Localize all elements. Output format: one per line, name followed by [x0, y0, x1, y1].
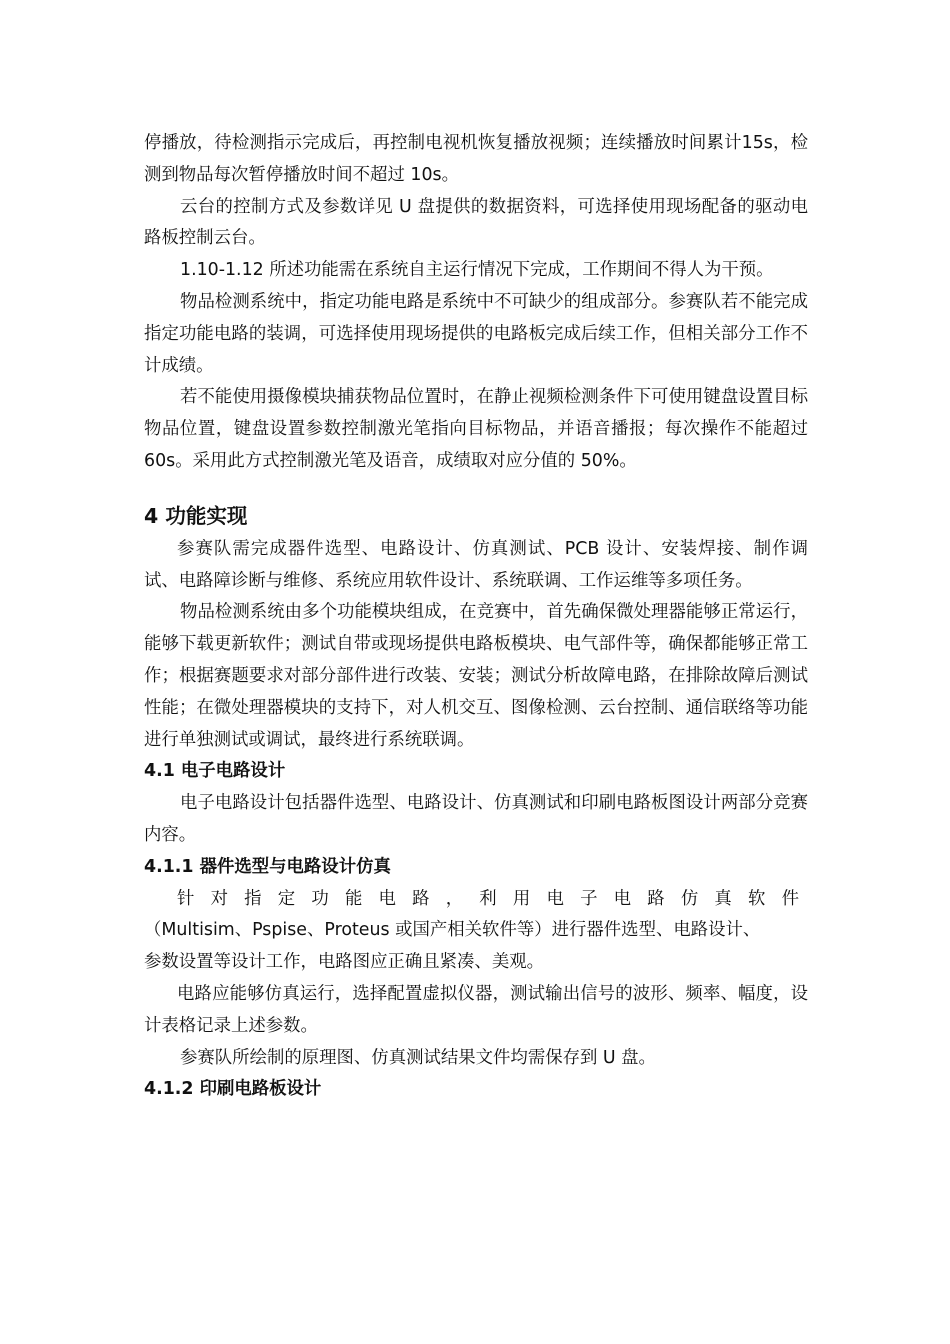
paragraph-autonomous-operation: 1.10-1.12 所述功能需在系统自主运行情况下完成，工作期间不得人为干预。 [180, 260, 774, 281]
paragraph-save-to-usb: 参赛队所绘制的原理图、仿真测试结果文件均需保存到 U 盘。 [180, 1047, 656, 1068]
paragraph-simulation-line1: 针对指定功能电路，利用电子电路仿真软件 [177, 888, 808, 909]
paragraph-keyboard-fallback: 若不能使用摄像模块捕获物品位置时，在静止视频检测条件下可使用键盘设置目标物品位置，键盘设置参数控制激光笔指向目标物品，并语音播报；每次操作不能超过 60s。采用此方式控制激光笔及语音，成绩取对应分值的 50%。 [144, 387, 808, 471]
paragraph-virtual-instruments: 电路应能够仿真运行，选择配置虚拟仪器，测试输出信号的波形、频率、幅度，设计表格记录上述参数。 [144, 983, 808, 1036]
section-heading-4-1-2: 4.1.2 印刷电路板设计 [144, 1079, 322, 1100]
paragraph-pan-tilt-control: 云台的控制方式及参数详见 U 盘提供的数据资料，可选择使用现场配备的驱动电路板控制云台。 [144, 196, 808, 249]
paragraph-simulation-line2: （Multisim、Pspise、Proteus 或国产相关软件等）进行器件选型、电路设计、 [144, 920, 761, 941]
section-heading-4-1: 4.1 电子电路设计 [144, 761, 286, 782]
section-heading-4: 4 功能实现 [144, 503, 248, 528]
section-heading-4-1-1: 4.1.1 器件选型与电路设计仿真 [144, 856, 391, 877]
paragraph-simulation-line3: 参数设置等设计工作，电路图应正确且紧凑、美观。 [144, 952, 544, 973]
document-page [144, 128, 808, 1106]
paragraph-team-tasks: 参赛队需完成器件选型、电路设计、仿真测试、PCB 设计、安装焊接、制作调试、电路障诊断与维修、系统应用软件设计、系统联调、工作运维等多项任务。 [144, 538, 808, 591]
paragraph-playback-timing: 停播放，待检测指示完成后，再控制电视机恢复播放视频；连续播放时间累计15s，检测到物品每次暂停播放时间不超过 10s。 [144, 133, 808, 185]
paragraph-designated-circuit: 物品检测系统中，指定功能电路是系统中不可缺少的组成部分。参赛队若不能完成指定功能电路的装调，可选择使用现场提供的电路板完成后续工作，但相关部分工作不计成绩。 [144, 291, 808, 376]
paragraph-circuit-design-scope: 电子电路设计包括器件选型、电路设计、仿真测试和印刷电路板图设计两部分竞赛内容。 [144, 793, 808, 845]
paragraph-system-modules: 物品检测系统由多个功能模块组成，在竞赛中，首先确保微处理器能够正常运行，能够下载更新软件；测试自带或现场提供电路板模块、电气部件等，确保都能够正常工作；根据赛题要求对部分部件进行改装、安装；测试分析故障电路，在排除故障后测试性能；在微处理器模块的支持下，对人机交互、图像检测、云台控制、通信联络等功能进行单独测试或调试，最终进行系统联调。 [144, 602, 808, 750]
